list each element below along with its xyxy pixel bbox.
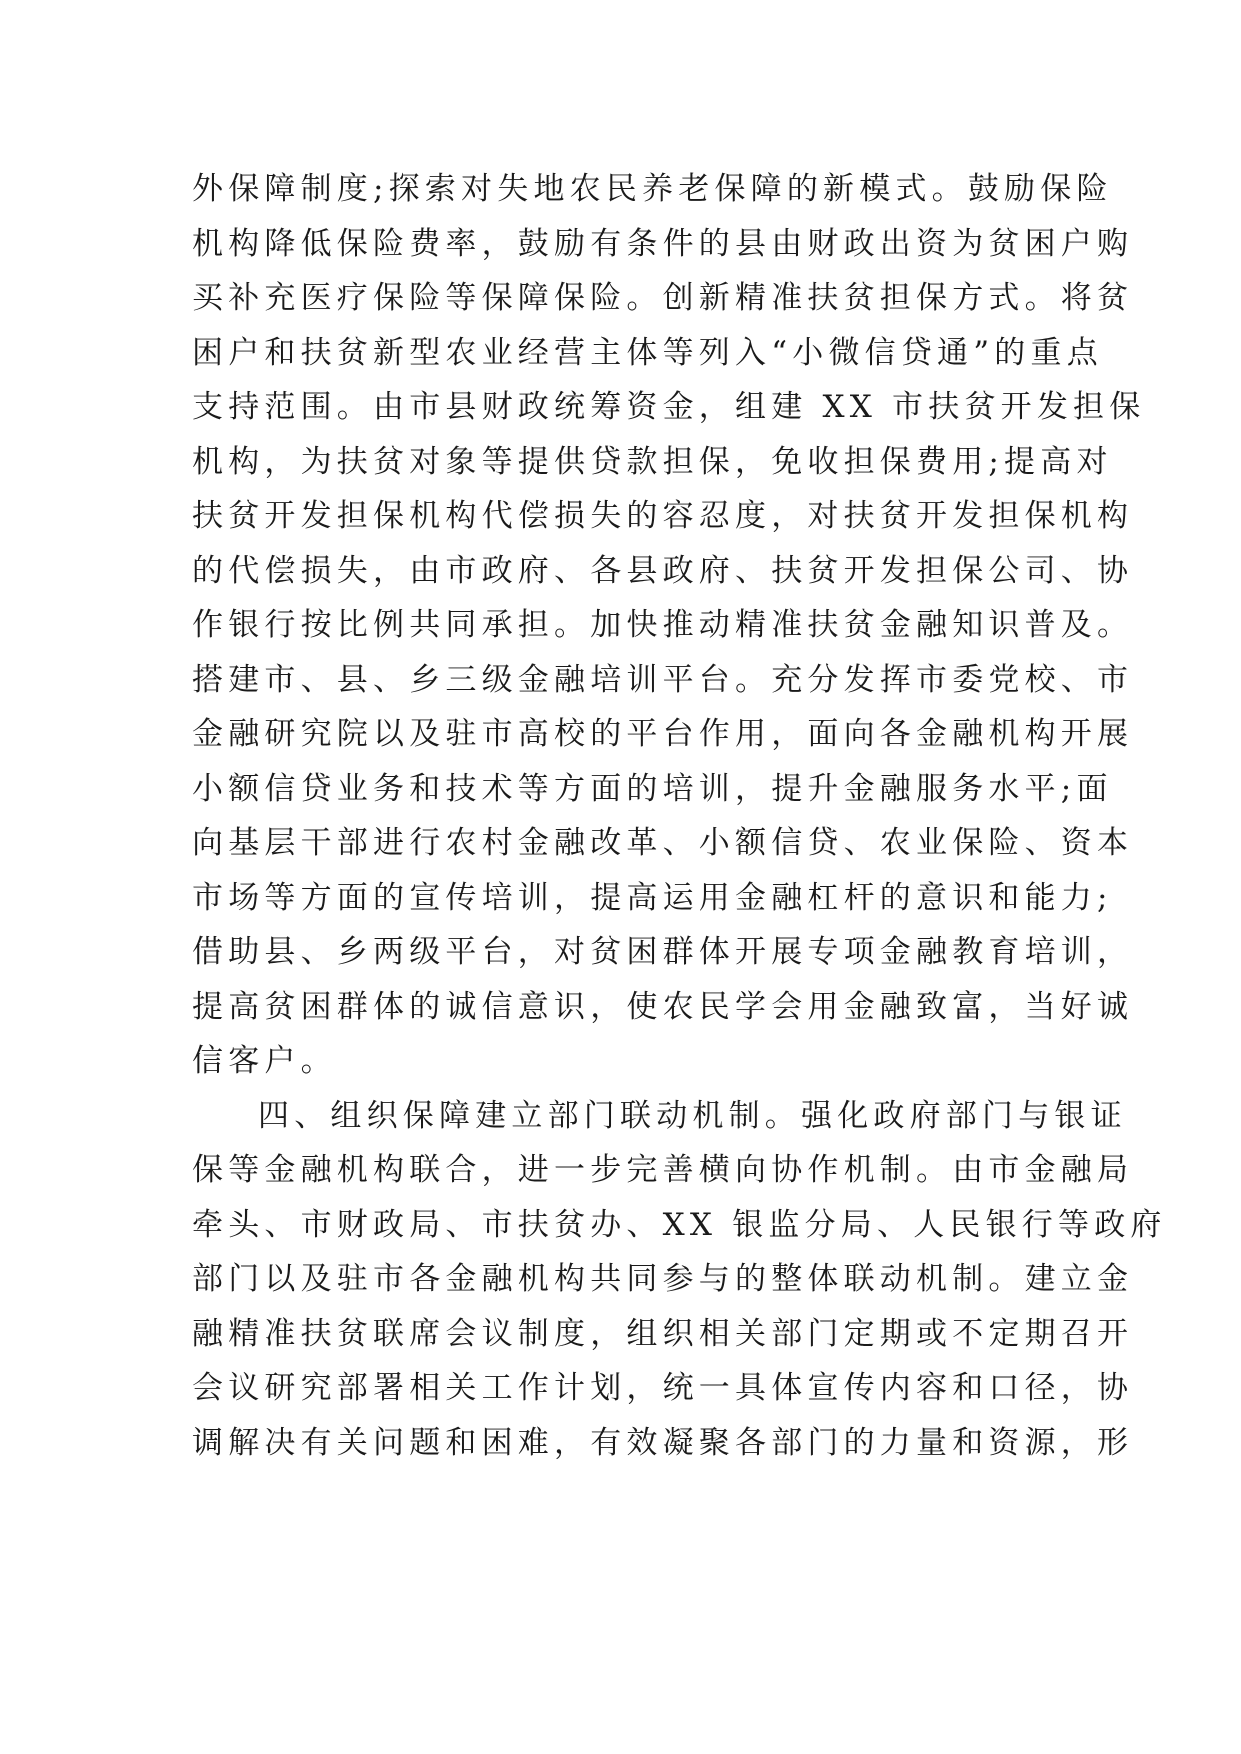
text-line-9: 作银行按比例共同承担。加快推动精准扶贫金融知识普及。 [192,607,1134,643]
text-line-6: 机构，为扶贫对象等提供贷款担保，免收担保费用;提高对 [192,443,1113,480]
text-line-15: 借助县、乡两级平台，对贫困群体开展专项金融教育培训， [192,934,1134,970]
text-line-22: 融精准扶贫联席会议制度，组织相关部门定期或不定期召开 [192,1315,1134,1352]
text-line-10: 搭建市、县、乡三级金融培训平台。充分发挥市委党校、市 [192,661,1134,698]
text-line-16: 提高贫困群体的诚信意识，使农民学会用金融致富，当好诚 [192,988,1134,1025]
text-line-8: 的代偿损失，由市政府、各县政府、扶贫开发担保公司、协 [192,552,1134,589]
text-line-20: 牵头、市财政局、市扶贫办、XX 银监分局、人民银行等政府 [192,1206,1167,1243]
text-line-4: 困户和扶贫新型农业经营主体等列入“小微信贷通”的重点 [192,334,1103,371]
text-line-21: 部门以及驻市各金融机构共同参与的整体联动机制。建立金 [192,1261,1134,1297]
text-line-24: 调解决有关问题和困难，有效凝聚各部门的力量和资源，形 [192,1424,1134,1461]
text-line-23: 会议研究部署相关工作计划，统一具体宣传内容和口径，协 [192,1370,1134,1406]
text-line-13: 向基层干部进行农村金融改革、小额信贷、农业保险、资本 [192,825,1134,861]
text-line-14: 市场等方面的宣传培训，提高运用金融杠杆的意识和能力; [192,879,1113,916]
text-line-2: 机构降低保险费率，鼓励有条件的县由财政出资为贫困户购 [192,225,1134,262]
text-line-3: 买补充医疗保险等保障保险。创新精准扶贫担保方式。将贫 [192,280,1134,316]
paragraph-heading-line: 四、组织保障建立部门联动机制。强化政府部门与银证 [258,1097,1127,1134]
text-line-12: 小额信贷业务和技术等方面的培训，提升金融服务水平;面 [192,770,1113,807]
text-line-19: 保等金融机构联合，进一步完善横向协作机制。由市金融局 [192,1152,1134,1188]
body-text [192,162,1167,1470]
text-line-5: 支持范围。由市县财政统筹资金，组建 XX 市扶贫开发担保 [192,389,1146,425]
text-line-17: 信客户。 [192,1043,337,1079]
text-line-1: 外保障制度;探索对失地农民养老保障的新模式。鼓励保险 [192,171,1113,207]
text-line-11: 金融研究院以及驻市高校的平台作用，面向各金融机构开展 [192,716,1134,752]
text-line-7: 扶贫开发担保机构代偿损失的容忍度，对扶贫开发担保机构 [192,498,1134,534]
